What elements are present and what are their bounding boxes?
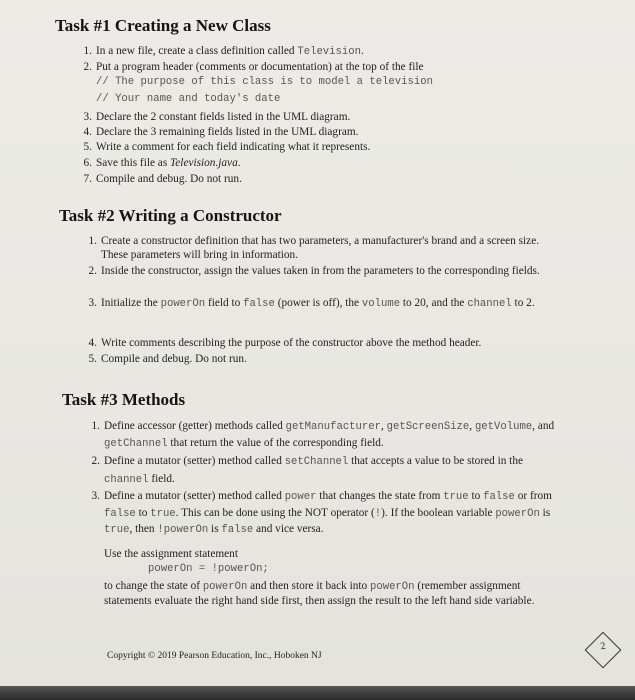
bottom-edge-shadow — [0, 686, 635, 700]
task1-title: Task #1 Creating a New Class — [55, 16, 271, 35]
task3-title: Task #3 Methods — [62, 390, 186, 409]
list-item: 1. In a new file, create a class definition called Television. — [83, 45, 364, 58]
assignment-statement: powerOn = !powerOn; — [148, 563, 269, 575]
header-comment-line-1: // The purpose of this class is to model a television — [96, 76, 433, 88]
copyright-notice: Copyright © 2019 Pearson Education, Inc., Hoboken NJ — [107, 651, 322, 661]
task2-title: Task #2 Writing a Constructor — [59, 206, 282, 225]
list-item: 4. Write comments describing the purpose of the constructor above the method header. — [88, 337, 482, 349]
page-number: 2 — [599, 640, 607, 653]
list-item: 4. Declare the 3 remaining fields listed in the UML diagram. — [83, 126, 359, 138]
list-item: 3. Define a mutator (setter) method called power that changes the state from true to false or from false to true. This can be done using the NOT operator (!). If the boolean variable powerOn is true, then !powerOn is false and vice versa. — [91, 490, 552, 536]
assignment-explanation: to change the state of powerOn and then store it back into powerOn (remember assignment statements evaluate the right hand side first, then assign the result to the left hand side variable. — [104, 580, 535, 608]
list-item: 1. Define accessor (getter) methods called getManufacturer, getScreenSize, getVolume, and getChannel that return the value of the corresponding field. — [91, 420, 555, 450]
list-item: 2. Inside the constructor, assign the values taken in from the parameters to the corresponding fields. — [88, 265, 540, 277]
list-item: 2. Put a program header (comments or documentation) at the top of the file — [83, 61, 424, 73]
list-item: 3. Initialize the powerOn field to false (power is off), the volume to 20, and the channel to 2. — [88, 297, 535, 310]
assignment-intro: Use the assignment statement — [104, 548, 238, 560]
list-item: 7. Compile and debug. Do not run. — [83, 173, 242, 185]
header-comment-line-2: // Your name and today's date — [96, 93, 281, 105]
list-item: 5. Write a comment for each field indicating what it represents. — [83, 141, 371, 153]
list-item: 2. Define a mutator (setter) method called setChannel that accepts a value to be stored in the channel field. — [91, 455, 523, 486]
list-item: 1. Create a constructor definition that has two parameters, a manufacturer's brand and a screen size. These parameters will bring in information. — [88, 235, 540, 262]
list-item: 5. Compile and debug. Do not run. — [88, 353, 247, 365]
list-item: 3. Declare the 2 constant fields listed in the UML diagram. — [83, 111, 351, 123]
list-item: 6. Save this file as Television.java. — [83, 157, 241, 169]
